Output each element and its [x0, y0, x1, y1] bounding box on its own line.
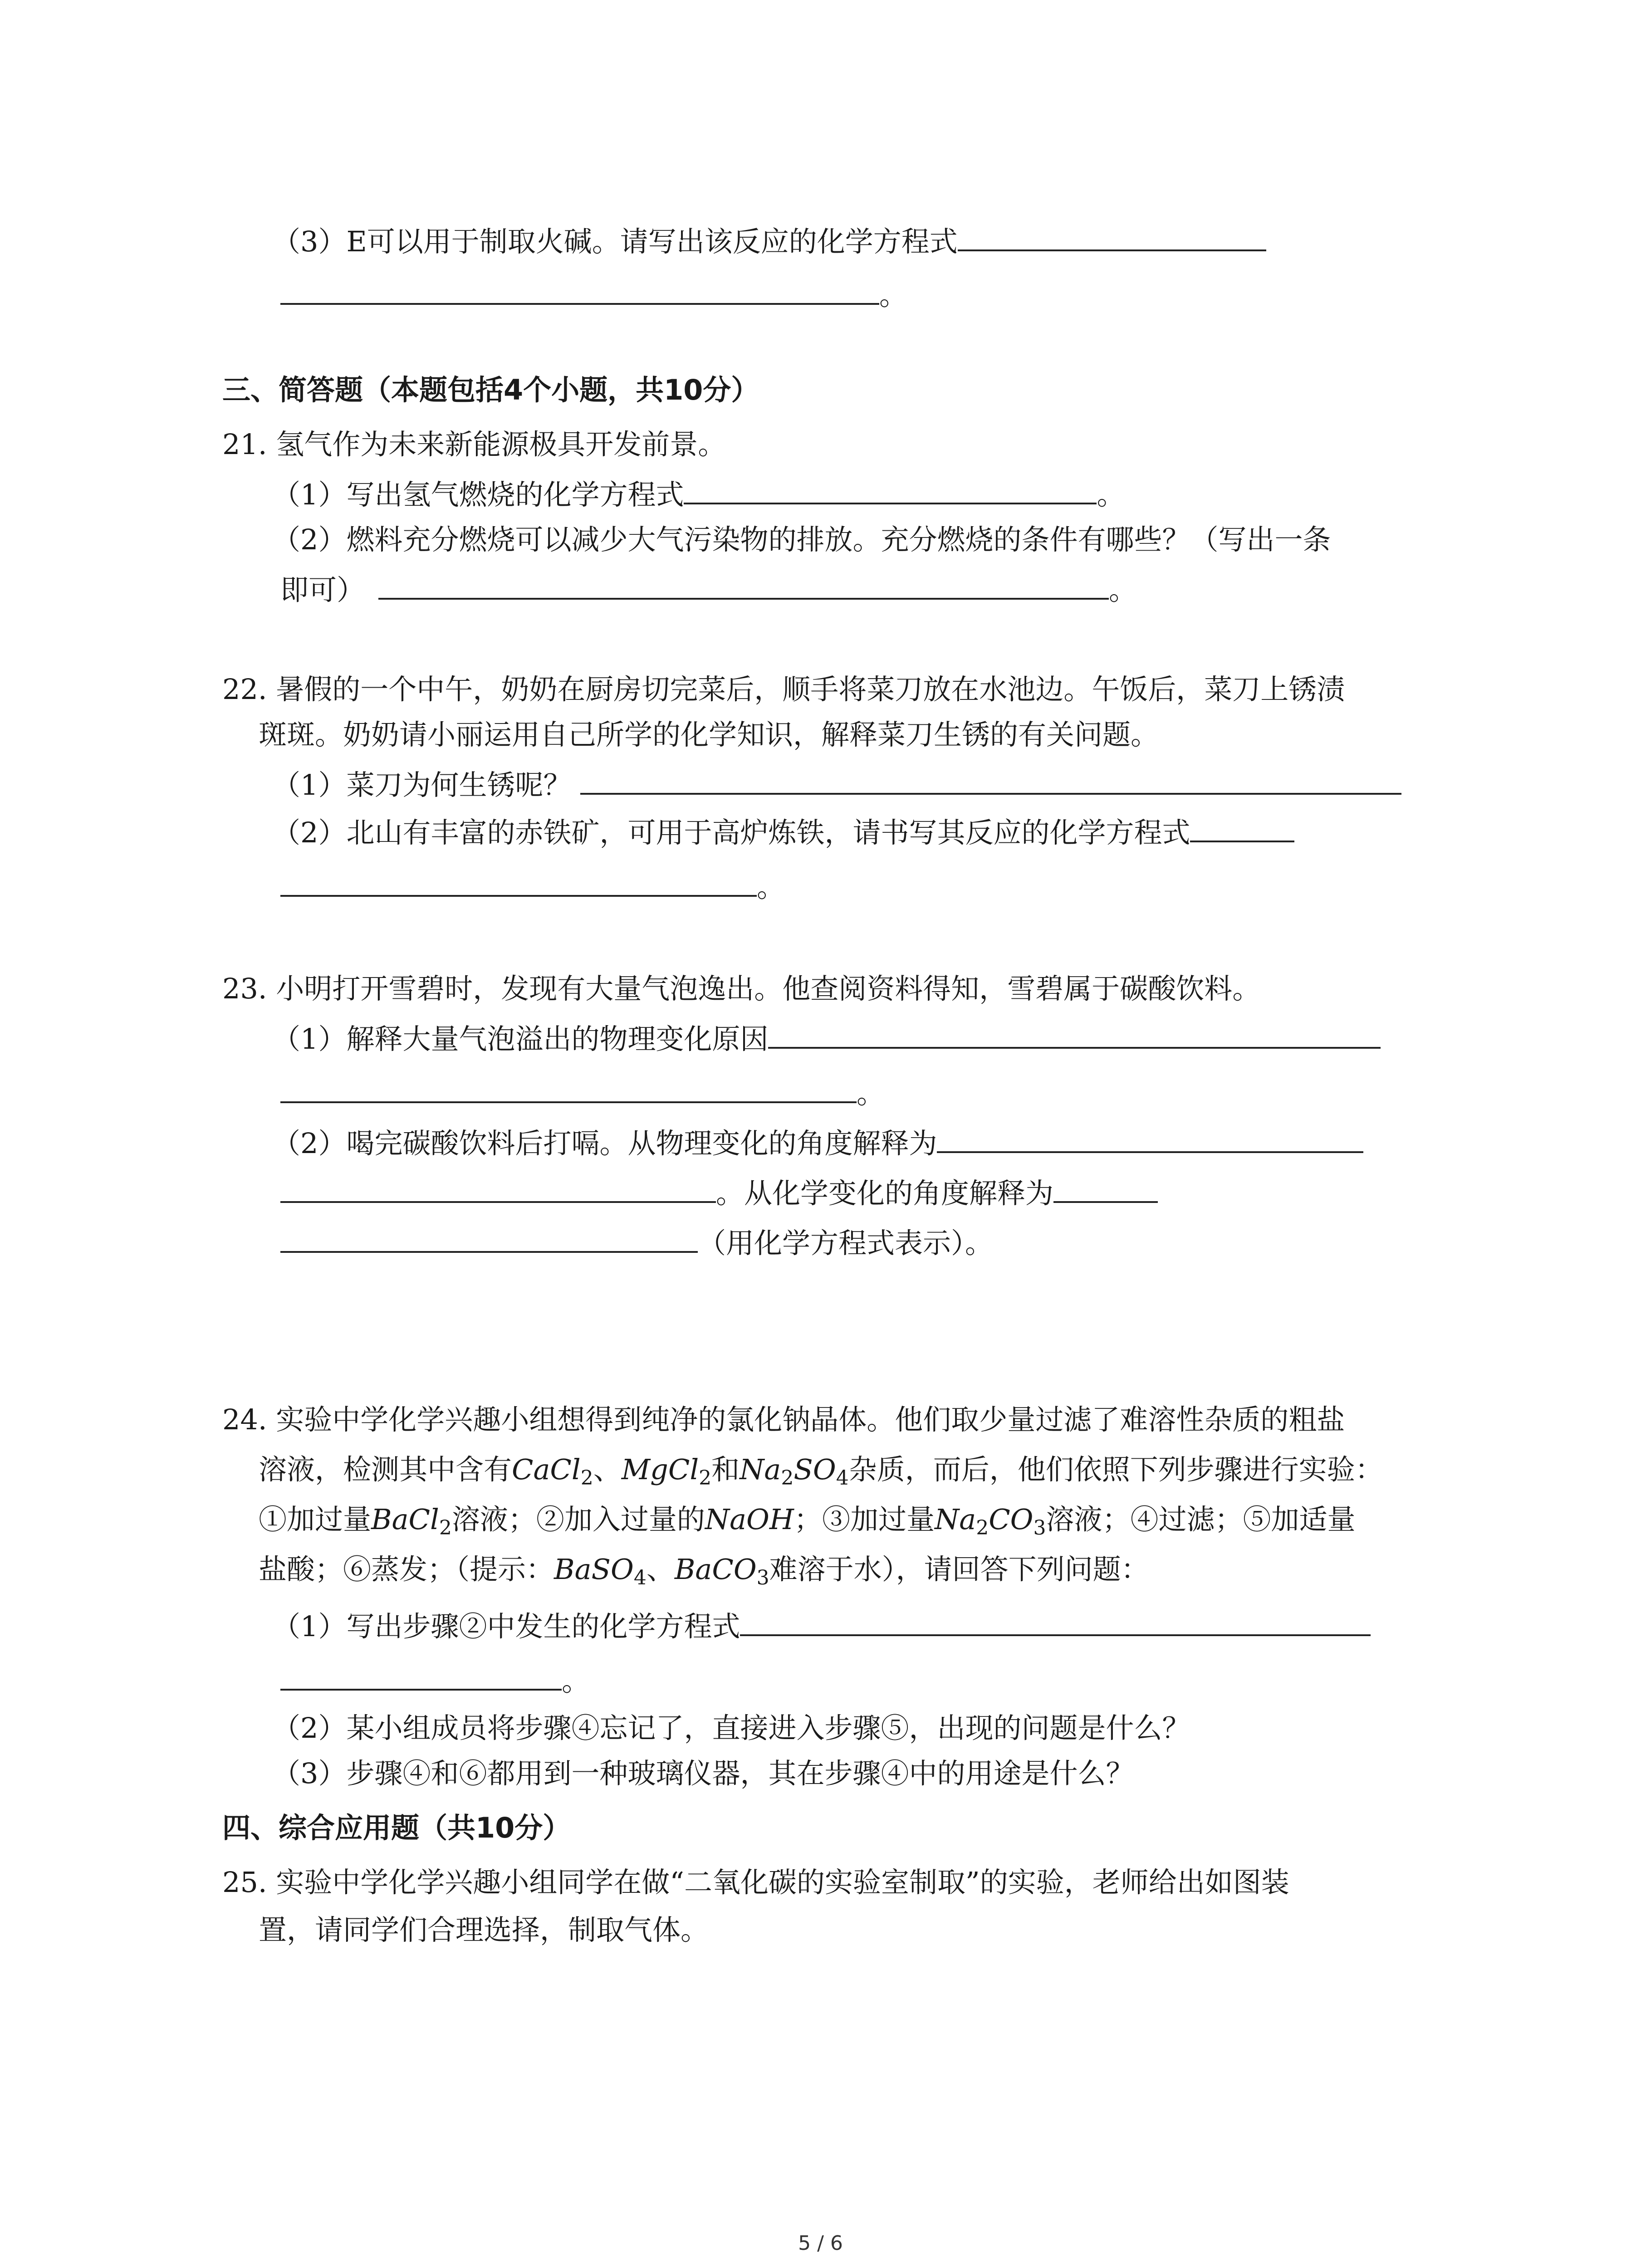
formula: MgCl$_2$: [621, 1453, 712, 1490]
question-part: （2）某小组成员将步骤④忘记了，直接进入步骤⑤，出现的问题是什么？: [272, 1711, 1190, 1745]
question-stem: 25. 实验中学化学兴趣小组同学在做“二氧化碳的实验室制取”的实验，老师给出如图装: [222, 1866, 1289, 1899]
formula: BaCO$_3$: [674, 1553, 769, 1589]
page-number: 5 / 6: [798, 2232, 843, 2255]
answer-blank[interactable]: [958, 223, 1266, 251]
question-part-cont: 。: [280, 869, 785, 905]
question-part: （2）燃料充分燃烧可以减少大气污染物的排放。充分燃烧的条件有哪些？（写出一条: [272, 523, 1331, 556]
formula: $Na_2SO_4$: [740, 1453, 849, 1490]
question-stem: 23. 小明打开雪碧时，发现有大量气泡逸出。他查阅资料得知，雪碧属于碳酸饮料。: [222, 972, 1261, 1005]
question-stem: 24. 实验中学化学兴趣小组想得到纯净的氯化钠晶体。他们取少量过滤了难溶性杂质的粗盐: [222, 1403, 1345, 1436]
question-part-cont: 。从化学变化的角度解释为: [280, 1175, 1158, 1212]
answer-blank[interactable]: [768, 1021, 1381, 1049]
answer-blank[interactable]: [740, 1608, 1371, 1636]
formula: BaCl$_2$: [371, 1503, 452, 1540]
answer-blank[interactable]: [684, 476, 1097, 504]
answer-blank[interactable]: [280, 1175, 716, 1203]
question-part: （1）写出氢气燃烧的化学方程式 。: [272, 476, 1125, 513]
question-part-cont: 。: [280, 1075, 885, 1112]
question-part-cont: （用化学方程式表示）。: [280, 1225, 993, 1261]
answer-blank[interactable]: [1053, 1175, 1158, 1203]
answer-blank[interactable]: [280, 869, 757, 897]
formula: CaCl$_2$: [512, 1453, 593, 1490]
section-title: 四、综合应用题（共10分）: [222, 1811, 571, 1844]
question-part: （2）北山有丰富的赤铁矿，可用于高炉炼铁，请书写其反应的化学方程式: [272, 814, 1294, 851]
question-stem-cont: 斑斑。奶奶请小丽运用自己所学的化学知识，解释菜刀生锈的有关问题。: [259, 718, 1159, 751]
answer-blank[interactable]: [937, 1125, 1363, 1153]
question-part: （3）步骤④和⑥都用到一种玻璃仪器，其在步骤④中的用途是什么？: [272, 1757, 1134, 1790]
answer-blank[interactable]: [580, 767, 1401, 795]
question-stem-cont: 置，请同学们合理选择，制取气体。: [259, 1913, 709, 1946]
answer-blank[interactable]: [280, 1075, 857, 1103]
answer-blank[interactable]: [280, 1662, 562, 1691]
question-stem: 22. 暑假的一个中午，奶奶在厨房切完菜后，顺手将菜刀放在水池边。午饭后，菜刀上锈渍: [222, 673, 1345, 706]
question-part: （1）解释大量气泡溢出的物理变化原因: [272, 1021, 1381, 1057]
section-title: 三、简答题（本题包括4个小题，共10分）: [222, 373, 759, 406]
question-stem-cont: ①加过量BaCl$_2$溶液；②加入过量的NaOH；③加过量$Na_2CO_3$溶液；④过滤；⑤加适量: [259, 1503, 1356, 1540]
q20-3-text: （3）E可以用于制取火碱。请写出该反应的化学方程式: [272, 225, 958, 258]
question-part: （1）菜刀为何生锈呢？: [272, 767, 1401, 803]
question-stem-cont: 溶液，检测其中含有CaCl$_2$、MgCl$_2$和$Na_2SO_4$杂质，而后，他们依照下列步骤进行实验：: [259, 1453, 1383, 1490]
question-part-cont: 。: [280, 1662, 590, 1699]
answer-blank[interactable]: [280, 277, 879, 305]
q20-3-line2: 。: [280, 277, 907, 313]
q20-3-line: [272, 223, 1266, 260]
formula: $Na_2CO_3$: [934, 1503, 1046, 1540]
answer-blank[interactable]: [378, 572, 1109, 600]
question-stem-cont: 盐酸；⑥蒸发；（提示：BaSO$_4$、BaCO$_3$难溶于水），请回答下列问题：: [259, 1553, 1149, 1589]
answer-blank[interactable]: [1190, 814, 1294, 842]
formula: NaOH: [705, 1503, 794, 1536]
question-part: （1）写出步骤②中发生的化学方程式: [272, 1608, 1371, 1645]
formula: BaSO$_4$: [554, 1553, 647, 1589]
question-part-cont: 即可） 。: [280, 572, 1137, 608]
question-stem: 21. 氢气作为未来新能源极具开发前景。: [222, 428, 726, 461]
answer-blank[interactable]: [280, 1225, 698, 1253]
question-part: （2）喝完碳酸饮料后打嗝。从物理变化的角度解释为: [272, 1125, 1363, 1162]
